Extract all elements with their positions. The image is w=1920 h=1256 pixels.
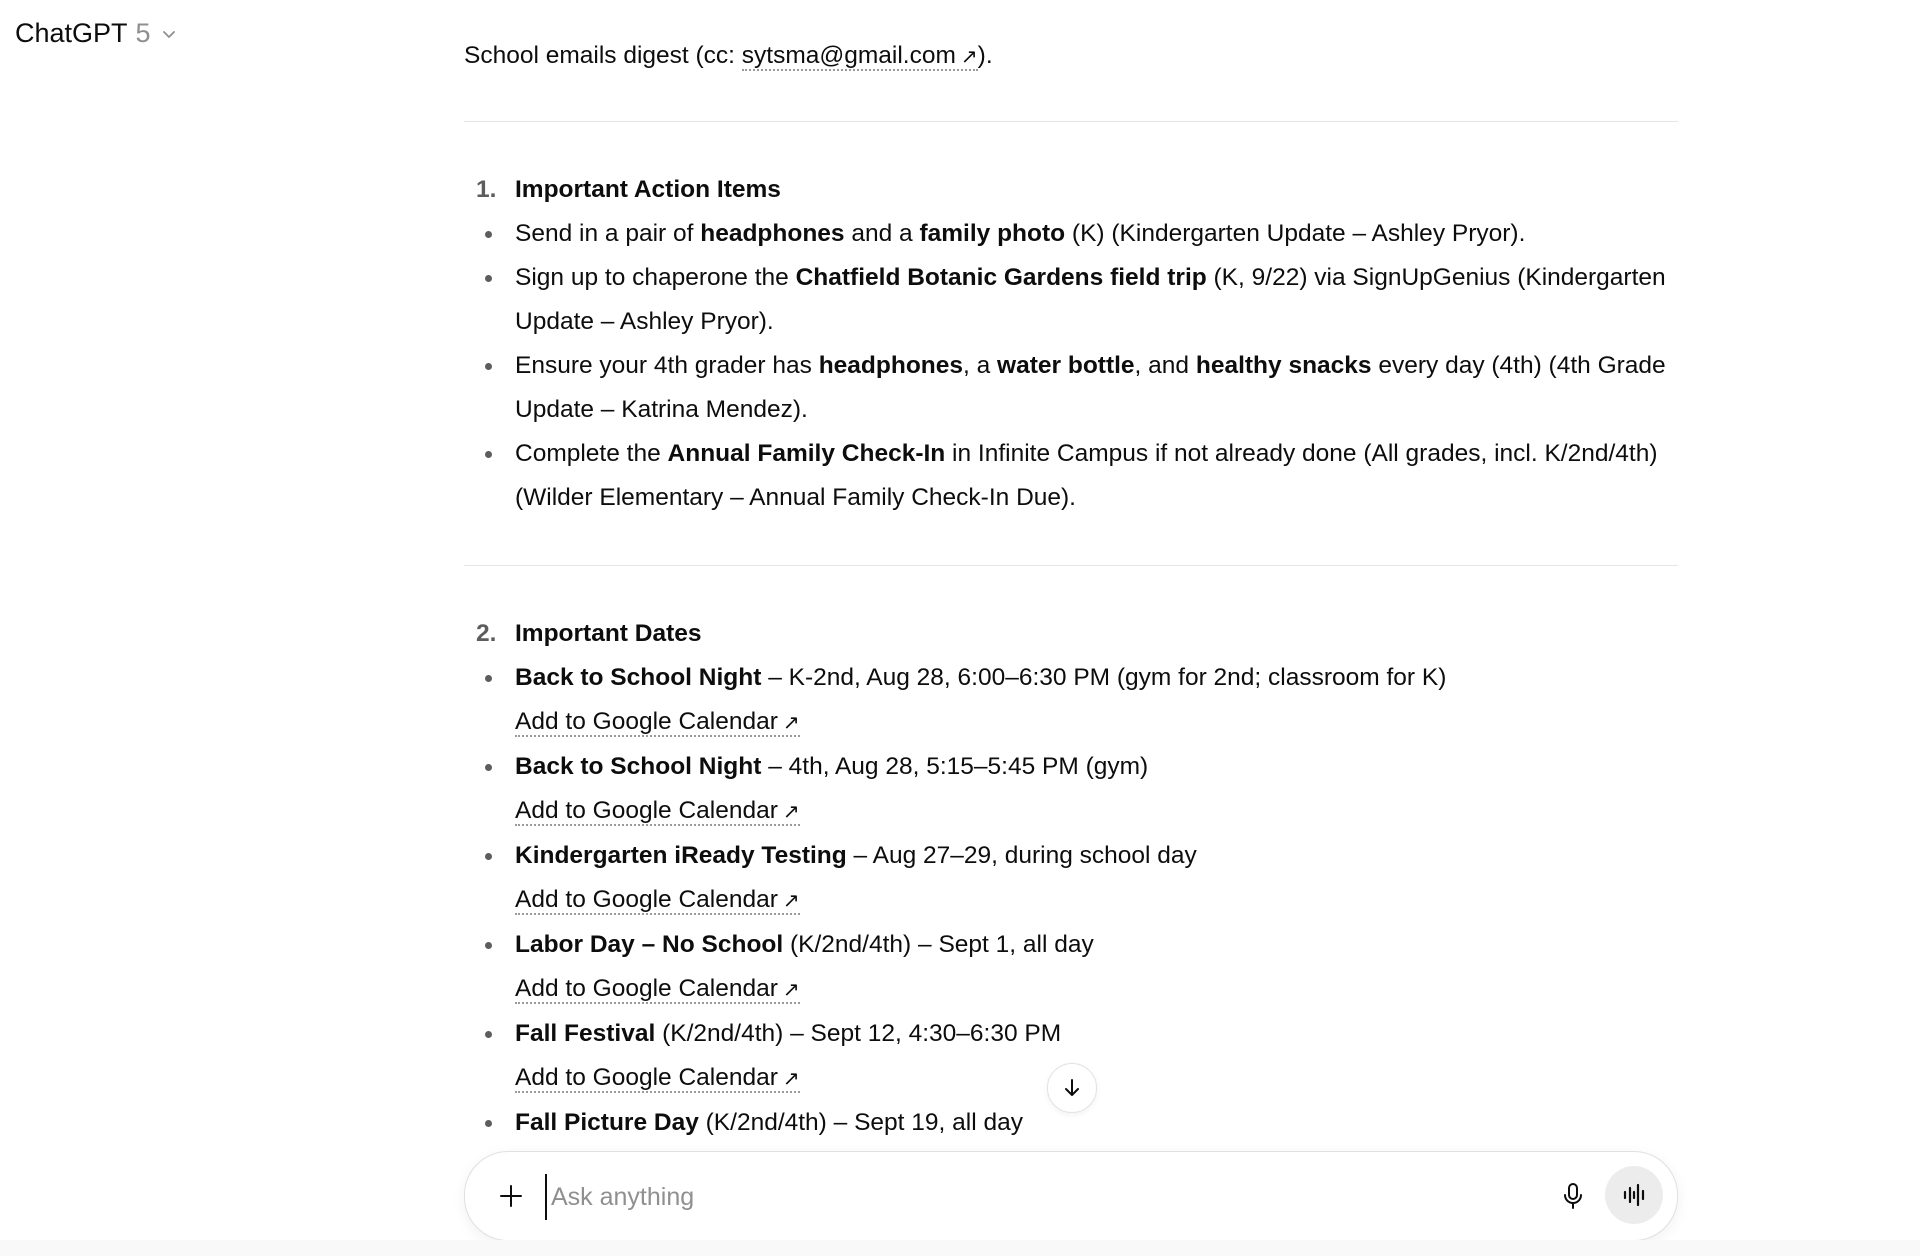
email-link[interactable] (742, 42, 978, 71)
plus-icon (498, 1183, 524, 1209)
add-to-google-calendar-link[interactable] (515, 797, 800, 826)
bold-text: Labor Day – No School (515, 931, 784, 958)
section-heading (464, 612, 1678, 656)
divider (464, 565, 1678, 566)
item-text: (K, 9/22) via SignUpGenius (Kindergarten Update – Ashley Pryor). (515, 264, 1666, 335)
item-text: – K-2nd, Aug 28, 6:00–6:30 PM (gym for 2nd; classroom for K) (761, 664, 1447, 691)
section-number: 2. (476, 620, 497, 647)
add-to-google-calendar-link[interactable] (515, 1064, 800, 1093)
bold-text: family photo (919, 220, 1066, 247)
item-text: and a (844, 220, 920, 247)
bold-text: Annual Family Check-In (667, 440, 946, 467)
item-text: (K/2nd/4th) – Sept 1, all day (783, 931, 1094, 958)
model-switcher[interactable] (15, 18, 177, 49)
item-text: Complete the (515, 440, 668, 467)
composer (464, 1151, 1678, 1241)
item-text: (K/2nd/4th) – Sept 12, 4:30–6:30 PM (655, 1020, 1062, 1047)
list-item (464, 256, 1678, 344)
add-to-google-calendar-link[interactable] (515, 975, 800, 1004)
bold-text: Kindergarten iReady Testing (515, 842, 847, 869)
email-text: sytsma@gmail.com (741, 42, 956, 69)
item-text: , and (1134, 352, 1196, 379)
link-text: Add to Google Calendar (515, 975, 778, 1002)
add-to-google-calendar-link[interactable] (515, 708, 800, 737)
list-item (464, 344, 1678, 432)
list-item (464, 834, 1678, 923)
microphone-icon (1560, 1182, 1586, 1210)
list-item (464, 923, 1678, 1012)
item-text: Ensure your 4th grader has (515, 352, 819, 379)
item-text: every day (4th) (4th Grade Update – Katrina Mendez). (515, 352, 1666, 423)
model-version: 5 (135, 18, 151, 48)
item-text: (K/2nd/4th) – Sept 19, all day (698, 1109, 1023, 1136)
list-item (464, 212, 1678, 256)
list-item (464, 432, 1678, 520)
section-heading (464, 168, 1678, 212)
bold-text: water bottle (997, 352, 1135, 379)
dictate-button[interactable] (1553, 1176, 1593, 1216)
item-text: (K) (Kindergarten Update – Ashley Pryor). (1065, 220, 1526, 247)
external-link-icon: ↗ (782, 801, 800, 823)
prompt-input[interactable] (545, 1174, 1503, 1220)
model-name: ChatGPT (15, 18, 128, 48)
external-link-icon: ↗ (782, 890, 800, 912)
divider (464, 121, 1678, 122)
add-attachment-button[interactable] (493, 1178, 529, 1214)
bold-text: healthy snacks (1195, 352, 1372, 379)
conversation-thread (464, 0, 1678, 1140)
list-item (464, 745, 1678, 834)
link-text: Add to Google Calendar (515, 886, 778, 913)
scroll-to-bottom-button[interactable] (1047, 1063, 1097, 1113)
bold-text: Chatfield Botanic Gardens field trip (795, 264, 1207, 291)
voice-mode-icon (1621, 1182, 1647, 1208)
link-text: Add to Google Calendar (515, 708, 778, 735)
external-link-icon: ↗ (782, 979, 800, 1001)
bold-text: headphones (700, 220, 845, 247)
item-text: , a (963, 352, 998, 379)
arrow-down-icon (1060, 1076, 1084, 1100)
list-item (464, 656, 1678, 745)
item-text: – 4th, Aug 28, 5:15–5:45 PM (gym) (761, 753, 1149, 780)
item-text: in Infinite Campus if not already done (All grades, incl. K/2nd/4th) (Wilder Elementary – Annual Family Check-In Due). (515, 440, 1658, 511)
bold-text: Fall Picture Day (515, 1109, 699, 1136)
bold-text: Back to School Night (515, 664, 762, 691)
bold-text: headphones (818, 352, 963, 379)
item-text: – Aug 27–29, during school day (846, 842, 1197, 869)
voice-mode-button[interactable] (1605, 1166, 1663, 1224)
item-text: Sign up to chaperone the (515, 264, 796, 291)
section-important-dates (464, 612, 1678, 1140)
add-to-google-calendar-link[interactable] (515, 886, 800, 915)
intro-line (464, 34, 993, 79)
external-link-icon: ↗ (960, 46, 978, 68)
section-action-items (464, 168, 1678, 520)
section-title: Important Action Items (515, 176, 781, 203)
intro-suffix: ). (977, 42, 993, 69)
item-text: Send in a pair of (515, 220, 701, 247)
section-title: Important Dates (515, 620, 702, 647)
intro-prefix: School emails digest (cc: (464, 42, 742, 69)
bottom-bar (0, 1240, 1920, 1256)
section-number: 1. (476, 176, 497, 203)
chevron-down-icon (161, 26, 177, 42)
bold-text: Back to School Night (515, 753, 762, 780)
external-link-icon: ↗ (782, 1068, 800, 1090)
link-text: Add to Google Calendar (515, 1064, 778, 1091)
bold-text: Fall Festival (515, 1020, 656, 1047)
link-text: Add to Google Calendar (515, 797, 778, 824)
external-link-icon: ↗ (782, 712, 800, 734)
